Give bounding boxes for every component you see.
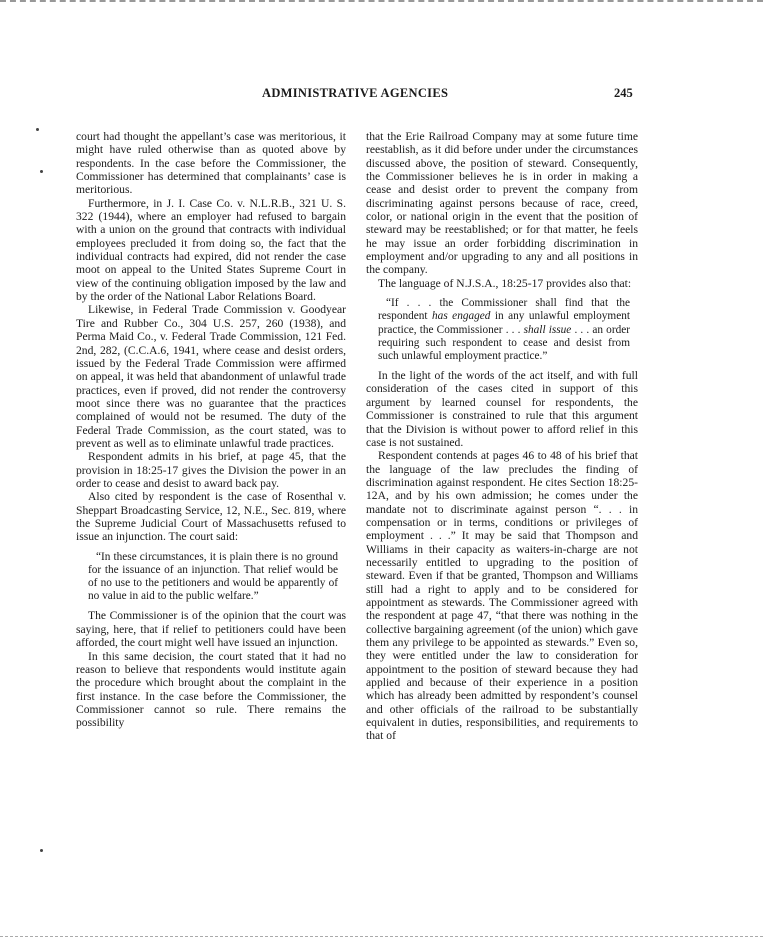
quote-text (378, 297, 630, 363)
scan-speck (36, 128, 39, 131)
quote-emphasis: shall issue (523, 323, 572, 336)
quote-part: “If . . . the Commissioner shall find that the respondent (378, 297, 630, 323)
running-title: ADMINISTRATIVE AGENCIES (262, 86, 449, 100)
left-column (76, 130, 346, 730)
paragraph: court had thought the appellant’s case was meritorious, it might have ruled otherwise than as quoted above by respondents. In the case before the Commissioner, the Commissioner has determined that complainants’ case is meritorious. (76, 130, 346, 197)
paragraph: In the light of the words of the act itself, and with full consideration of the cases cited in support of this argument by learned counsel for respondents, the Commissioner is constrained to rule that this argument that the Division is without power to afford relief in this case is not sustained. (366, 369, 638, 449)
quote-part: . . . an order requiring such respondent to cease and desist from such unlawful employment practice.” (378, 323, 631, 362)
paragraph: Furthermore, in J. I. Case Co. v. N.L.R.B., 321 U. S. 322 (1944), where an employer had refused to bargain with a union on the ground that contracts with individual employees precluded it from doing so, the fact that the individual contracts had expired, did not render the case moot on appeal to the United States Supreme Court in view of the continuing obligation imposed by the law and by the order of the National Labor Relations Board. (76, 196, 346, 304)
block-quote (88, 551, 338, 604)
page-number: 245 (614, 86, 633, 100)
paragraph: Likewise, in Federal Trade Commission v. Goodyear Tire and Rubber Co., 304 U.S. 257, 260 (1938), and Perma Maid Co., v. Federal Trade Commission, 121 Fed. 2nd, 282, (C.C.A.6, 1941, where cease and desist orders, issued by the Federal Trade Commission were affirmed on appeal, it was held that abandonment of unlawful trade practices, even if proved, did not render the controversy moot since there was no guarantee that the practices complained of would not be resumed. The duty of the Federal Trade Commission, as the court stated, was to prevent as well as to eliminate unlawful trade practices. (76, 303, 346, 450)
scan-speck (40, 170, 43, 173)
right-column (366, 130, 638, 743)
paragraph: Also cited by respondent is the case of Rosenthal v. Sheppart Broadcasting Service, 12, N.E., Sec. 819, where the Supreme Judicial Court of Massachusetts refused to issue an injunction. The court said: (76, 490, 346, 544)
paragraph: Respondent admits in his brief, at page 45, that the provision in 18:25-17 gives the Division the power in an order to cease and desist to award back pay. (76, 450, 346, 490)
page-header (0, 86, 763, 106)
paragraph: Respondent contends at pages 46 to 48 of his brief that the language of the law precludes the finding of discrimination against respondent. He cites Section 18:25-12A, and by his own admission; he comes under the mandate not to discriminate against person “. . . in compensation or in terms, conditions or privileges of employment . . .” It may be said that Thompson and Williams in their capacity as waiters-in-charge are not necessarily entitled to upgrading to the position of steward. Even if that be granted, Thompson and Williams still had a right to apply and to be considered for appointment as stewards. The Commissioner agreed with the respondent at page 47, “that there was nothing in the collective bargaining agreement (of the union) which gave them any privilege to be appointed as stewards.” Even so, they were entitled under the law to consideration for appointment to the position of steward because they had applied and because of their experience in a position which has already been admitted by respondent’s counsel and other officials of the railroad to be substantially equivalent in duties, responsibilities, and requirements to that of (366, 449, 638, 743)
paragraph: that the Erie Railroad Company may at some future time reestablish, as it did before under under the circumstances discussed above, the position of steward. Consequently, the Commissioner believes he is in order in making a cease and desist order to prevent the company from discriminating against persons because of race, creed, color, or national origin in the event that the position of steward may be reestablished; or for that matter, he feels he may issue an order forbidding discrimination in employment and/or upgrading to any and all positions in the company. (366, 130, 638, 277)
bottom-border (0, 936, 763, 938)
scan-speck (40, 849, 43, 852)
block-quote (378, 297, 630, 363)
paragraph: In this same decision, the court stated that it had no reason to believe that respondents would institute again the procedure which brought about the complaint in the first instance. In the case before the Commissioner, the Commissioner cannot so rule. There remains the possibility (76, 649, 346, 730)
top-border (0, 0, 763, 8)
quote-part: in any unlawful employment practice, the Commissioner . . . (378, 310, 630, 336)
quote-text: “In these circumstances, it is plain there is no ground for the issuance of an injunction. That relief would be of no use to the petitioners and would be apparently of no value in aid to the public welfare.” (88, 550, 338, 603)
quote-emphasis: has engaged (432, 310, 491, 323)
paragraph: The language of N.J.S.A., 18:25-17 provides also that: (378, 276, 632, 290)
paragraph: The Commissioner is of the opinion that the court was saying, here, that if relief to petitioners could have been afforded, the court might well have issued an injunction. (76, 609, 346, 650)
